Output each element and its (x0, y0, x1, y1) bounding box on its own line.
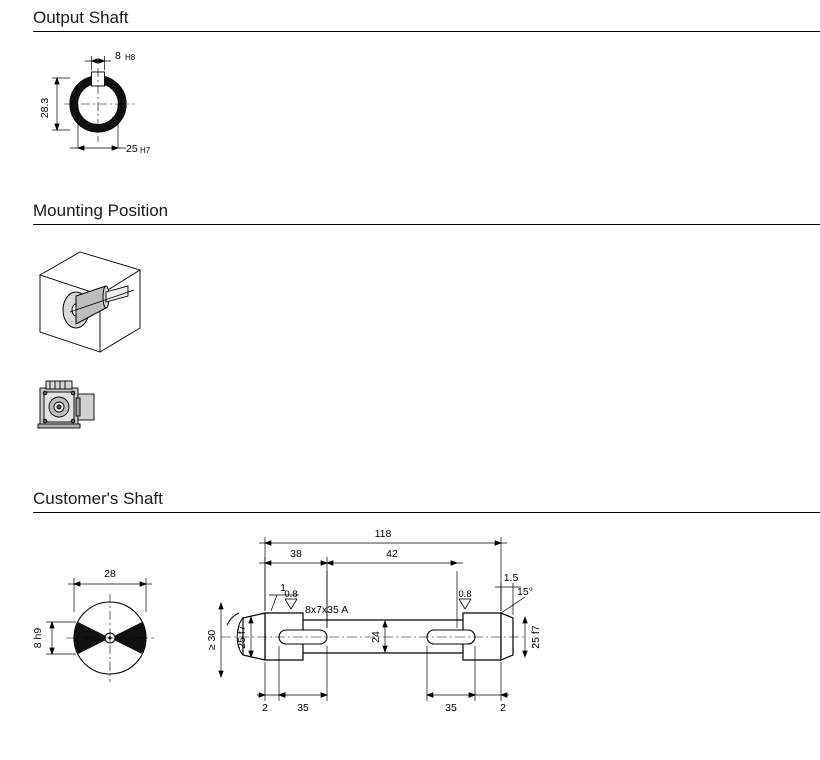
label-height: 28.3 (39, 97, 51, 119)
label-bore: 25 (126, 143, 138, 155)
section-title-mounting-position: Mounting Position (33, 201, 169, 220)
customers-shaft-end-view (30, 560, 200, 700)
label-outer-dia: 28 (104, 568, 116, 580)
label-roughness-left: 0.8 (284, 589, 298, 600)
label-end-2-right: 2 (500, 702, 506, 714)
section-title-customers-shaft: Customer's Shaft (33, 489, 163, 508)
label-dia-right: 25 f7 (530, 625, 542, 649)
label-key-len-right: 35 (445, 702, 457, 714)
mounting-position-isometric-view (30, 240, 150, 360)
label-dia-left: 25 f7 (236, 625, 248, 649)
label-angle-15: 15° (517, 586, 533, 598)
label-end-2-left: 2 (262, 702, 268, 714)
label-key-width: 8 (115, 50, 121, 62)
section-divider-mounting-position (33, 224, 820, 225)
label-chamfer-1: 1 (280, 582, 286, 594)
label-min-30: ≥ 30 (206, 629, 218, 651)
label-roughness-right: 0.8 (458, 589, 472, 600)
label-total-length: 118 (374, 528, 392, 540)
label-chamfer-15: 1.5 (503, 572, 519, 584)
label-keyway-spec: 8x7x35 A (305, 604, 349, 616)
mounting-position-front-view (32, 378, 102, 440)
label-dim-38: 38 (290, 548, 302, 560)
section-divider-output-shaft (33, 31, 820, 32)
label-key-len-left: 35 (297, 702, 309, 714)
label-dim-42: 42 (386, 548, 398, 560)
label-bore-tol: H7 (140, 146, 151, 155)
label-dia-mid: 24 (370, 631, 382, 643)
customers-shaft-side-view (195, 525, 575, 725)
section-title-output-shaft: Output Shaft (33, 8, 129, 27)
label-key-width-tol: H8 (125, 53, 136, 62)
output-shaft-drawing (30, 48, 210, 168)
label-key-height: 8 h9 (32, 627, 44, 649)
section-divider-customers-shaft (33, 512, 820, 513)
